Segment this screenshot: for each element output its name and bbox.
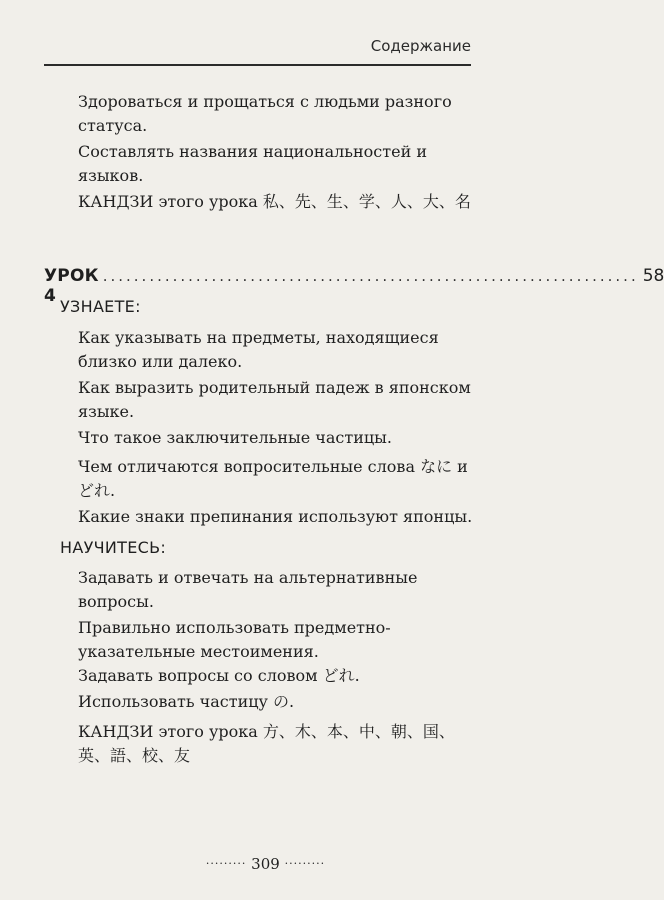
lesson-title: УРОК 4 — [44, 266, 99, 306]
learn-heading: УЗНАЕТЕ: — [60, 297, 141, 316]
list-item: КАНДЗИ этого урока 私、先、生、学、人、大、名 — [78, 192, 471, 211]
dot-leader: ..................................................................... — [102, 267, 639, 285]
skills-heading: НАУЧИТЕСЬ: — [60, 538, 167, 557]
list-item: Здороваться и прощаться с людьми разного статуса. — [78, 92, 452, 135]
page-number: 309 — [251, 855, 280, 873]
list-item: КАНДЗИ этого урока 方、木、本、中、朝、国、英、語、校、友 — [78, 722, 455, 765]
list-item: Правильно использовать предметно-указательные местоимения. — [78, 618, 391, 661]
footer-dots-left: ········· — [205, 857, 247, 870]
list-item: Как выразить родительный падеж в японском языке. — [78, 378, 471, 421]
list-item: Задавать и отвечать на альтернативные вопросы. — [78, 568, 418, 611]
list-item: Чем отличаются вопросительные слова なに и どれ. — [78, 457, 468, 500]
list-item: Использовать частицу の. — [78, 692, 295, 711]
list-item: Что такое заключительные частицы. — [78, 428, 392, 447]
list-item: Составлять названия национальностей и языков. — [78, 142, 427, 185]
list-item: Задавать вопросы со словом どれ. — [78, 666, 360, 685]
list-item: Какие знаки препинания используют японцы. — [78, 507, 473, 526]
running-head: Содержание — [370, 37, 471, 55]
lesson-page-number: 58 — [642, 266, 664, 286]
footer-dots-right: ········· — [284, 857, 326, 870]
header-rule — [44, 64, 471, 66]
page-footer — [0, 855, 531, 873]
list-item: Как указывать на предметы, находящиеся близко или далеко. — [78, 328, 439, 371]
